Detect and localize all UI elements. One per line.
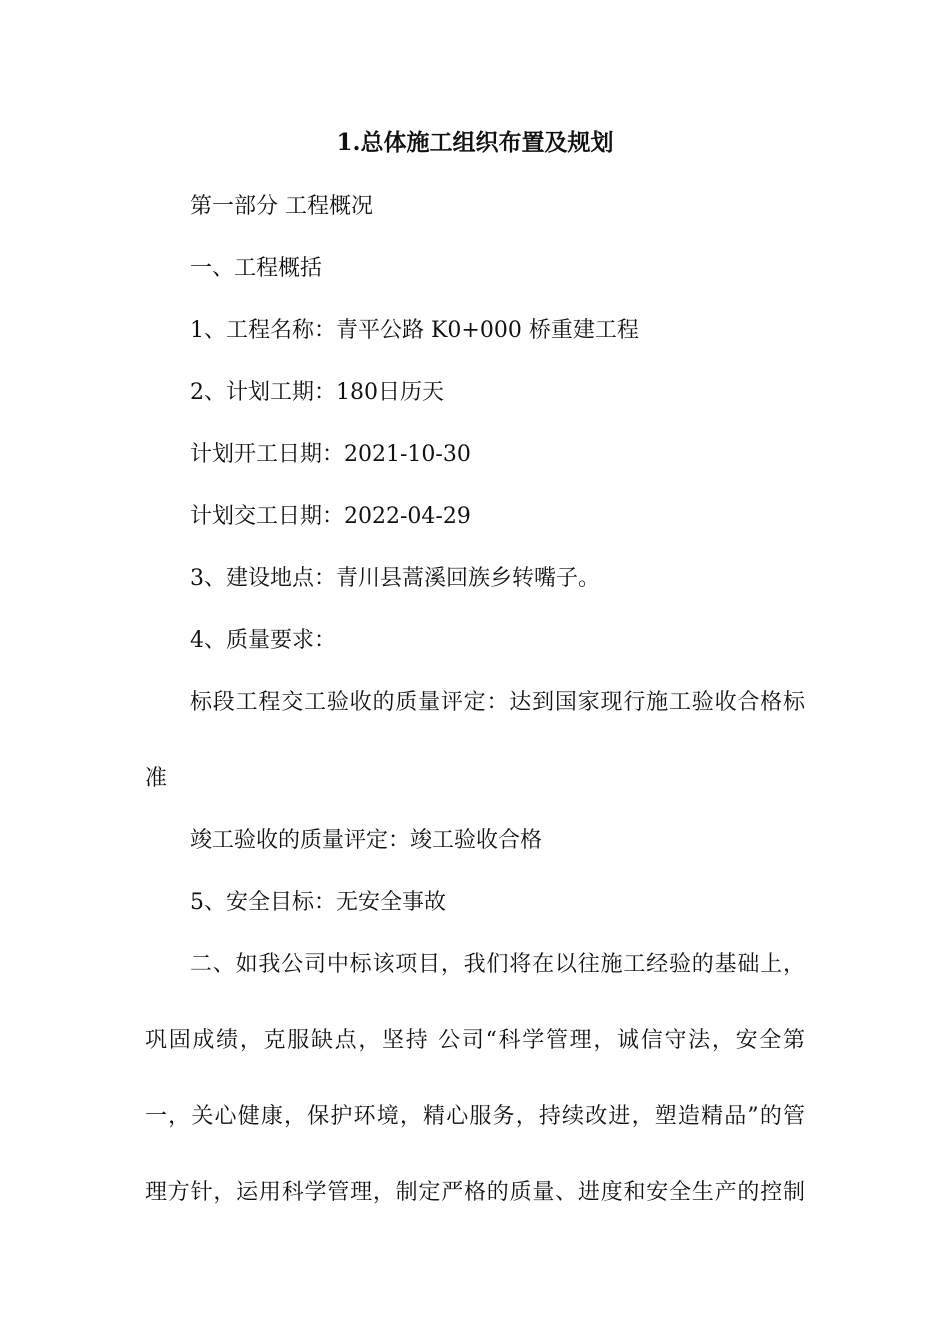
- project-name-item: 1、工程名称：青平公路 K0+000 桥重建工程: [190, 318, 639, 343]
- paragraph-line: 二、如我公司中标该项目，我们将在以往施工经验的基础上，: [190, 952, 805, 977]
- quality-assessment-line: 标段工程交工验收的质量评定：达到国家现行施工验收合格标: [190, 690, 805, 715]
- paragraph-line: 一，关心健康，保护环境，精心服务，持续改进，塑造精品”的管: [145, 1104, 805, 1129]
- quality-requirement-item: 4、质量要求：: [190, 628, 336, 653]
- planned-start-date: 计划开工日期：2021-10-30: [190, 442, 471, 467]
- completion-quality-assessment: 竣工验收的质量评定：竣工验收合格: [190, 828, 543, 853]
- quality-assessment-line: 准: [145, 766, 168, 791]
- safety-target-item: 5、安全目标：无安全事故: [190, 890, 446, 915]
- part-heading: 第一部分 工程概况: [190, 194, 373, 219]
- section-heading: 一、工程概括: [190, 256, 323, 281]
- paragraph-line: 理方针，运用科学管理，制定严格的质量、进度和安全生产的控制: [145, 1180, 805, 1205]
- construction-location-item: 3、建设地点：青川县蒿溪回族乡转嘴子。: [190, 566, 600, 591]
- planned-duration-item: 2、计划工期：180日历天: [190, 380, 444, 405]
- paragraph-line: 巩固成绩，克服缺点，坚持 公司“科学管理，诚信守法，安全第: [145, 1028, 805, 1053]
- document-title: 1.总体施工组织布置及规划: [336, 129, 614, 156]
- planned-end-date: 计划交工日期：2022-04-29: [190, 504, 471, 529]
